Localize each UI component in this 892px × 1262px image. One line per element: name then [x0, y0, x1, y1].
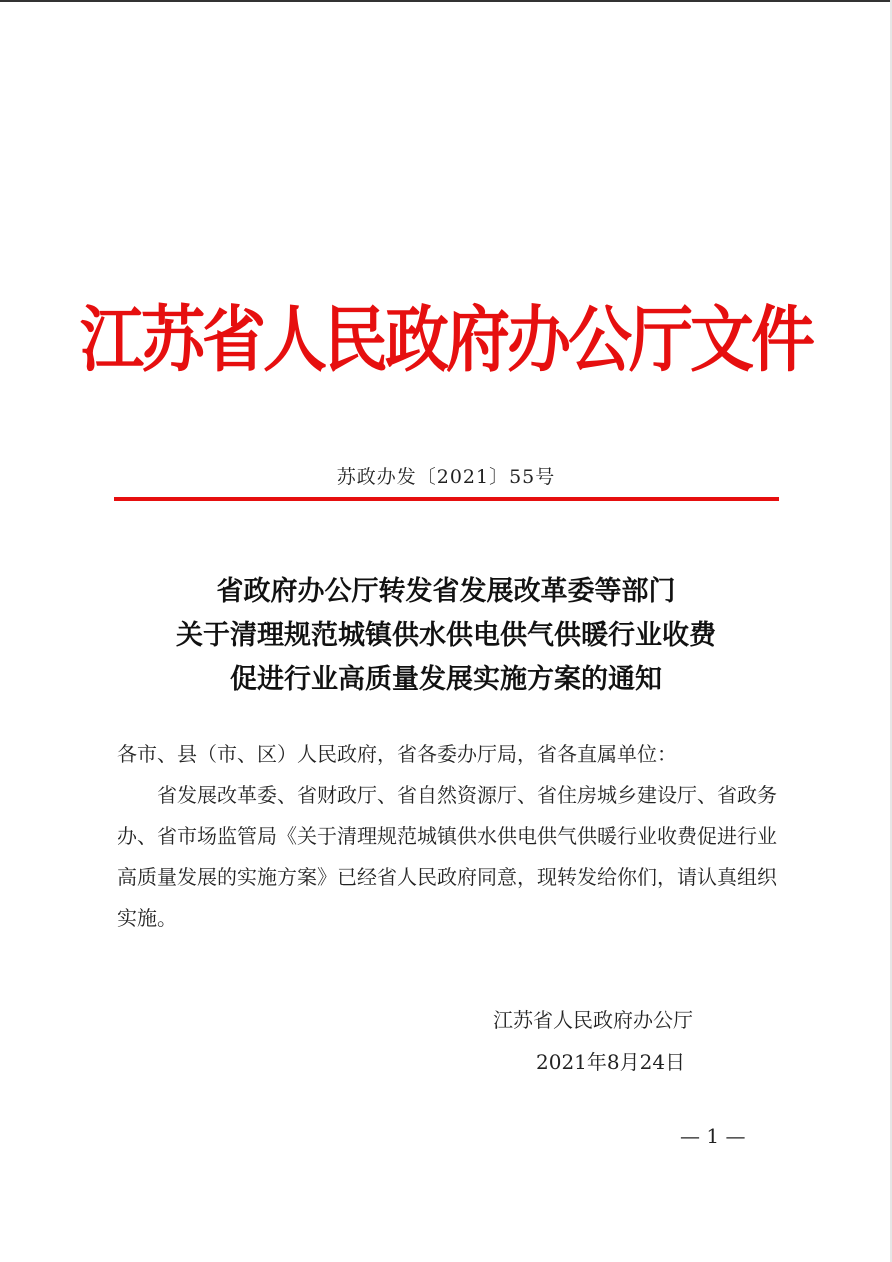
- addressee: 各市、县（市、区）人民政府，省各委办厅局，省各直属单位：: [117, 742, 677, 766]
- body-paragraph: 省发展改革委、省财政厅、省自然资源厅、省住房城乡建设厅、省政务办、省市场监管局《关于清理规范城镇供水供电供气供暖行业收费促进行业高质量发展的实施方案》已经省人民政府同意，现转发给你们，请认真组织实施。: [117, 783, 777, 930]
- title-line: 促进行业高质量发展实施方案的通知: [230, 664, 662, 695]
- title-line: 省政府办公厅转发省发展改革委等部门: [216, 576, 676, 607]
- page-number: — 1 —: [680, 1124, 746, 1148]
- document-number: 苏政办发〔2021〕55号: [336, 466, 556, 488]
- issue-date: 2021年8月24日: [536, 1050, 686, 1074]
- page-top-edge: [0, 0, 892, 2]
- document-masthead: 江苏省人民政府办公厅文件: [80, 299, 812, 383]
- document-title: [90, 570, 802, 702]
- title-line: 关于清理规范城镇供水供电供气供暖行业收费: [176, 620, 716, 651]
- red-divider-line: [114, 497, 779, 501]
- issuing-office: 江苏省人民政府办公厅: [493, 1008, 693, 1032]
- document-body: [117, 734, 777, 939]
